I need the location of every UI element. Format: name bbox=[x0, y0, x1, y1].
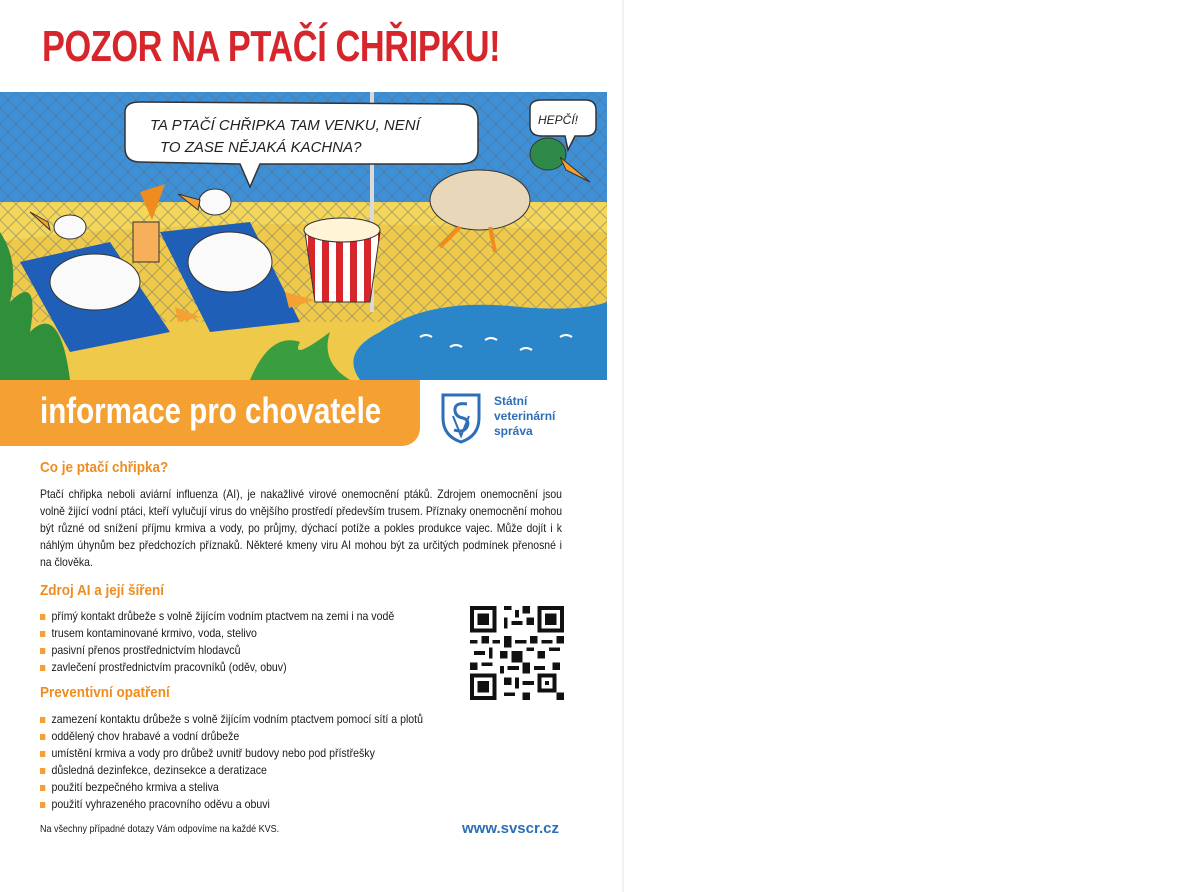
list-item: oddělený chov hrabavé a vodní drůbeže bbox=[40, 728, 423, 745]
list-item: použití bezpečného krmiva a steliva bbox=[40, 779, 423, 796]
speech-text-sneeze: HEPČÍ! bbox=[538, 113, 579, 127]
heading-prevention: Preventivní opatření bbox=[40, 684, 170, 701]
list-item: důsledná dezinfekce, dezinsekce a deratizace bbox=[40, 762, 423, 779]
list-item: zavlečení prostřednictvím pracovníků (oděv, obuv) bbox=[40, 659, 394, 676]
logo-line-1: Státní bbox=[494, 394, 528, 408]
speech-text-line2: TO ZASE NĚJAKÁ KACHNA? bbox=[160, 139, 362, 156]
website-link[interactable]: www.svscr.cz bbox=[462, 820, 560, 837]
list-item: zamezení kontaktu drůbeže s volně žijícím vodním ptactvem pomocí sítí a plotů bbox=[40, 711, 423, 728]
svs-shield-icon bbox=[440, 392, 482, 444]
speech-text-line1: TA PTAČÍ CHŘIPKA TAM VENKU, NENÍ bbox=[150, 117, 420, 134]
popcorn-box bbox=[305, 232, 380, 302]
logo-line-2: veterinární bbox=[494, 409, 556, 423]
list-item: pasivní přenos prostřednictvím hlodavců bbox=[40, 642, 394, 659]
qr-code[interactable] bbox=[470, 606, 564, 700]
what-is-paragraph: Ptačí chřipka neboli aviární influenza (AI), je nakažlivé virové onemocnění ptáků. Zdrojem onemocnění jsou volně žijící vodní ptáci, kteří vylučují virus do vnějšího prostředí především trusem. Příznaky onemocnění mohou být různé od snížení příjmu krmiva a vody, po průjmy, dýchací potíže a pokles produkce vajec. Může dojít i k náhlým úhynům bez předchozích příznaků. Některé kmeny viru AI mohou být za určitých podmínek přenosné i na člověka. bbox=[40, 487, 562, 569]
list-item: trusem kontaminované krmivo, voda, stelivo bbox=[40, 625, 394, 642]
mallard-duck bbox=[430, 170, 530, 230]
footer-note: Na všechny případné dotazy Vám odpovíme na každé KVS. bbox=[40, 824, 280, 835]
duck-right bbox=[188, 232, 272, 292]
heading-source: Zdroj AI a její šíření bbox=[40, 582, 165, 599]
prevention-list bbox=[40, 711, 423, 813]
svs-logo-text bbox=[494, 394, 555, 439]
duck-left bbox=[50, 254, 140, 310]
source-list bbox=[40, 608, 394, 676]
banner-title: informace pro chovatele bbox=[40, 390, 382, 431]
list-item: umístění krmiva a vody pro drůbež uvnitř budovy nebo pod přístřešky bbox=[40, 745, 423, 762]
cartoon-illustration bbox=[0, 92, 607, 380]
list-item: přímý kontakt drůbeže s volně žijícím vodním ptactvem na zemi i na vodě bbox=[40, 608, 394, 625]
page-title: POZOR NA PTAČÍ CHŘIPKU! bbox=[42, 22, 501, 71]
list-item: použití vyhrazeného pracovního oděvu a obuvi bbox=[40, 796, 423, 813]
drink-glass bbox=[133, 222, 159, 262]
page-edge bbox=[622, 0, 624, 892]
heading-what-is: Co je ptačí chřipka? bbox=[40, 459, 169, 476]
logo-line-3: správa bbox=[494, 424, 533, 438]
